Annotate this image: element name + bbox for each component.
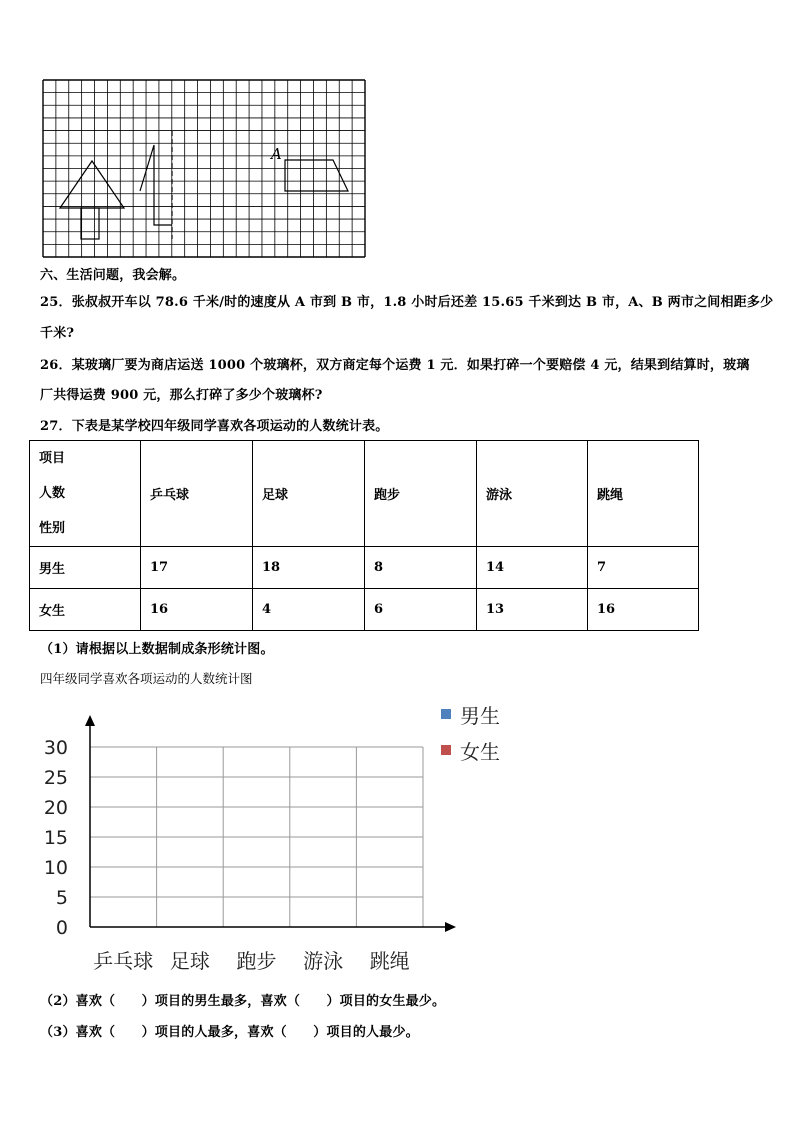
x-tick-label: 跳绳 — [369, 949, 410, 973]
row-label: 女生 — [30, 589, 141, 631]
x-axis-arrow — [445, 922, 456, 932]
table-cell: 7 — [588, 547, 699, 589]
table-corner-header — [30, 441, 141, 547]
table-cell: 18 — [253, 547, 365, 589]
y-tick-label: 15 — [43, 827, 68, 849]
x-tick-label: 足球 — [169, 949, 210, 973]
question-2: （2）喜欢（ ）项目的男生最多，喜欢（ ）项目的女生最少。 — [40, 994, 446, 1009]
grid-lines — [43, 80, 365, 257]
problem-25-line1: 25．张叔叔开车以 78.6 千米/时的速度从 A 市到 B 市，1.8 小时后还差 15.65 千米到达 B 市，A、B 两市之间相距多少 — [40, 295, 774, 310]
table-col-header: 跑步 — [365, 441, 477, 547]
table-cell: 14 — [477, 547, 588, 589]
point-a-label: A — [271, 145, 282, 163]
legend-swatch-boys — [441, 709, 451, 719]
house-trunk — [81, 208, 99, 239]
row-label: 男生 — [30, 547, 141, 589]
y-tick-label: 20 — [43, 797, 68, 819]
corner-label-count: 人数 — [39, 486, 66, 501]
section-title: 六、生活问题，我会解。 — [40, 268, 186, 283]
table-cell: 17 — [141, 547, 253, 589]
problem-26-line1: 26．某玻璃厂要为商店运送 1000 个玻璃杯，双方商定每个运费 1 元．如果打碎一个要赔偿 4 元，结果到结算时，玻璃 — [40, 358, 750, 373]
legend-label-boys: 男生 — [460, 704, 500, 728]
problem-27-intro: 27．下表是某学校四年级同学喜欢各项运动的人数统计表。 — [40, 419, 389, 434]
legend-swatch-girls — [441, 745, 451, 755]
table-row — [30, 589, 699, 631]
chart-grid — [90, 747, 423, 927]
table-cell: 16 — [141, 589, 253, 631]
question-3: （3）喜欢（ ）项目的人最多，喜欢（ ）项目的人最少。 — [40, 1025, 419, 1040]
problem-26-line2: 厂共得运费 900 元，那么打碎了多少个玻璃杯? — [40, 388, 323, 403]
x-tick-labels — [93, 949, 409, 973]
x-tick-label: 乒乓球 — [93, 949, 154, 973]
x-tick-label: 跑步 — [236, 949, 277, 973]
y-tick-label: 25 — [43, 767, 68, 789]
y-axis-arrow — [85, 715, 95, 726]
triangle-roof — [60, 161, 124, 208]
trapezoid — [285, 160, 348, 191]
table-col-header: 跳绳 — [588, 441, 699, 547]
question-1: （1）请根据以上数据制成条形统计图。 — [40, 642, 274, 657]
y-tick-label: 30 — [43, 737, 68, 759]
bar-chart — [30, 695, 550, 980]
table-row — [30, 547, 699, 589]
table-cell: 8 — [365, 547, 477, 589]
y-tick-label: 0 — [55, 917, 68, 939]
half-shape — [140, 145, 172, 225]
table-cell: 13 — [477, 589, 588, 631]
corner-label-gender: 性别 — [39, 521, 66, 536]
problem-25-line2: 千米? — [40, 326, 75, 341]
y-tick-labels — [44, 737, 68, 939]
table-cell: 16 — [588, 589, 699, 631]
y-tick-label: 10 — [43, 857, 68, 879]
legend-label-girls: 女生 — [460, 740, 500, 764]
table-col-header: 乒乓球 — [141, 441, 253, 547]
chart-title: 四年级同学喜欢各项运动的人数统计图 — [40, 671, 253, 686]
sports-table — [29, 440, 699, 631]
y-tick-label: 5 — [55, 887, 68, 909]
x-tick-label: 游泳 — [303, 949, 344, 973]
grid-figure — [42, 79, 366, 258]
table-col-header: 足球 — [253, 441, 365, 547]
table-col-header: 游泳 — [477, 441, 588, 547]
corner-label-item: 项目 — [39, 451, 66, 466]
table-cell: 6 — [365, 589, 477, 631]
table-cell: 4 — [253, 589, 365, 631]
